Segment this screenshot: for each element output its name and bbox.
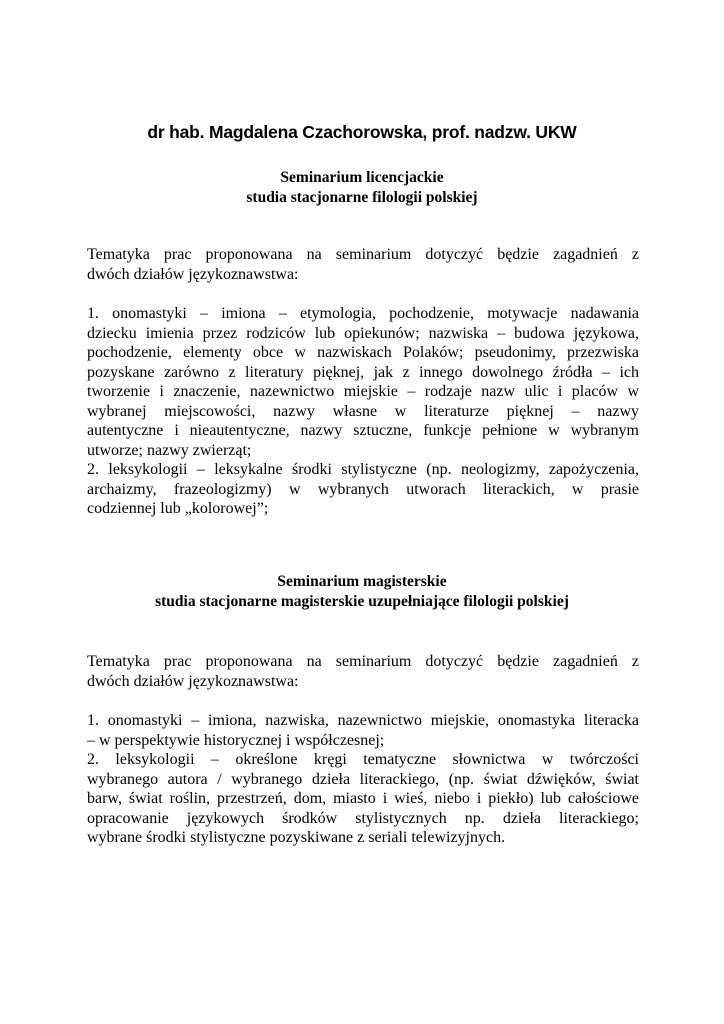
licencjat-topic-line: utworze; nazwy zwierząt; [87, 441, 252, 459]
licencjat-topic-line: wybranej miejscowości, nazwy własne w literaturze pięknej – nazwy [87, 402, 639, 420]
magister-heading-line1: Seminarium magisterskie [277, 573, 447, 590]
licencjat-heading-line2: studia stacjonarne filologii polskiej [246, 189, 478, 206]
licencjat-topic-line: pozyskane zarówno z literatury pięknej, jak z innego dowolnego źródła – ich [87, 363, 639, 381]
licencjat-intro [87, 245, 639, 284]
magister-topic-line: opracowanie językowych środków stylistycznych np. dzieła literackiego; [87, 809, 639, 827]
magister-heading [60, 572, 664, 612]
magister-topic-line: 2. leksykologii – określone kręgi tematyczne słownictwa w twórczości [87, 751, 639, 768]
magister-intro-line: dwóch działów językoznawstwa: [87, 672, 299, 690]
licencjat-topic-line: tworzenie i znaczenie, nazewnictwo miejskie – rodzaje nazw ulic i placów w [87, 383, 639, 400]
magister-topic-line: – w perspektywie historycznej i współczesnej; [87, 731, 385, 749]
magister-intro [87, 652, 639, 691]
licencjat-heading-line1: Seminarium licencjackie [280, 169, 444, 186]
magister-topics [87, 711, 639, 848]
licencjat-intro-line: Tematyka prac proponowana na seminarium dotyczyć będzie zagadnień z [87, 246, 639, 263]
magister-heading-line2: studia stacjonarne magisterskie uzupełniające filologii polskiej [155, 593, 569, 610]
magister-topic-line: barw, świat roślin, przestrzeń, dom, miasto i wieś, niebo i piekło) lub całościowe [87, 790, 639, 807]
licencjat-topic-line: dziecku imienia przez rodziców lub opiekunów; nazwiska – budowa językowa, [87, 324, 639, 342]
magister-topic-line: wybranego autora / wybranego dzieła literackiego, (np. świat dźwięków, świat [87, 770, 639, 788]
magister-topic-line: wybrane środki stylistyczne pozyskiwane z seriali telewizyjnych. [87, 829, 506, 846]
magister-topic-line: 1. onomastyki – imiona, nazwiska, nazewnictwo miejskie, onomastyka literacka [87, 712, 639, 729]
licencjat-topic-line: autentyczne i nieautentyczne, nazwy sztuczne, funkcje pełnione w wybranym [87, 422, 639, 439]
licencjat-heading [60, 168, 664, 208]
magister-intro-line: Tematyka prac proponowana na seminarium dotyczyć będzie zagadnień z [87, 653, 639, 670]
licencjat-topics [87, 304, 639, 519]
licencjat-intro-line: dwóch działów językoznawstwa: [87, 265, 299, 283]
licencjat-topic-line: archaizmy, frazeologizmy) w wybranych utworach literackich, w prasie [87, 480, 639, 498]
author-title: dr hab. Magdalena Czachorowska, prof. nadzw. UKW [147, 122, 577, 142]
licencjat-topic-line: 1. onomastyki – imiona – etymologia, pochodzenie, motywacje nadawania [87, 305, 639, 322]
licencjat-topic-line: pochodzenie, elementy obce w nazwiskach Polaków; pseudonimy, przezwiska [87, 344, 639, 361]
licencjat-topic-line: 2. leksykologii – leksykalne środki stylistyczne (np. neologizmy, zapożyczenia, [87, 461, 639, 478]
licencjat-topic-line: codziennej lub „kolorowej”; [87, 500, 269, 517]
